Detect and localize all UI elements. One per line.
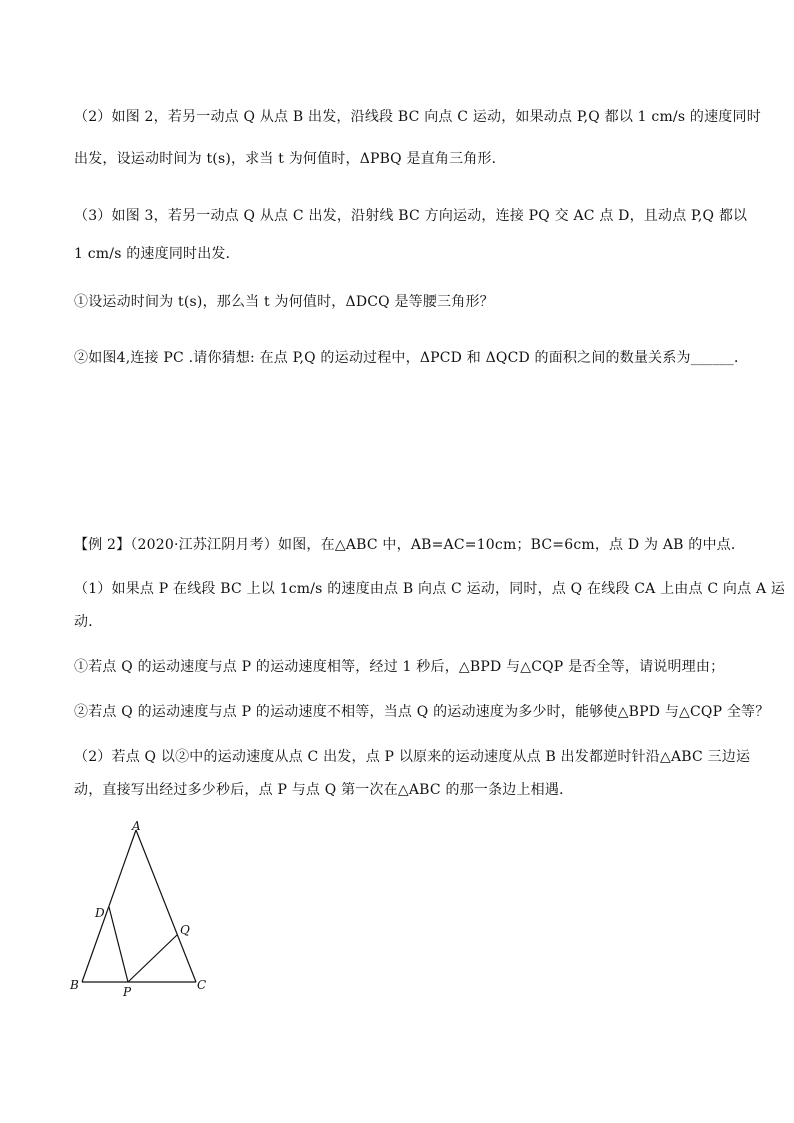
problem1-part3-line1: （3）如图 3，若另一动点 Q 从点 C 出发，沿射线 BC 方向运动，连接 PQ 交 AC 点 D，且动点 P,Q 都以 xyxy=(74,208,748,224)
label-A: A xyxy=(132,819,141,833)
example2-header: 【例 2】（2020·江苏江阴月考）如图，在△ABC 中，AB=AC=10cm；BC=6cm，点 D 为 AB 的中点． xyxy=(74,537,746,553)
problem1-subquestion-1: ①设运动时间为 t(s)，那么当 t 为何值时，ΔDCQ 是等腰三角形？ xyxy=(74,294,494,310)
problem1-subquestion-2: ②如图4,连接 PC .请你猜想: 在点 P,Q 的运动过程中，ΔPCD 和 ΔQCD 的面积之间的数量关系为______． xyxy=(74,350,749,366)
problem1-part2-line2: 出发，设运动时间为 t(s)，求当 t 为何值时，ΔPBQ 是直角三角形． xyxy=(74,151,506,167)
label-P: P xyxy=(123,985,132,999)
segment-AB xyxy=(82,830,136,982)
label-B: B xyxy=(70,978,79,992)
example2-part1-line1: （1）如果点 P 在线段 BC 上以 1cm/s 的速度由点 B 向点 C 运动，同时，点 Q 在线段 CA 上由点 C 向点 A 运 xyxy=(74,581,786,597)
label-C: C xyxy=(197,978,207,992)
segment-PQ xyxy=(128,935,177,982)
example2-subquestion-1: ①若点 Q 的运动速度与点 P 的运动速度相等，经过 1 秒后，△BPD 与△CQP 是否全等，请说明理由； xyxy=(74,659,725,675)
label-D: D xyxy=(95,906,105,920)
example2-part2-line2: 动，直接写出经过多少秒后，点 P 与点 Q 第一次在△ABC 的那一条边上相遇． xyxy=(74,782,574,798)
example2-part2-line1: （2）若点 Q 以②中的运动速度从点 C 出发，点 P 以原来的运动速度从点 B 出发都逆时针沿△ABC 三边运 xyxy=(74,749,751,765)
segment-DP xyxy=(109,907,128,982)
triangle-figure xyxy=(66,818,226,1003)
label-Q: Q xyxy=(180,923,190,937)
problem1-part2-line1: （2）如图 2，若另一动点 Q 从点 B 出发，沿线段 BC 向点 C 运动，如果动点 P,Q 都以 1 cm/s 的速度同时 xyxy=(74,109,761,125)
example2-subquestion-2: ②若点 Q 的运动速度与点 P 的运动速度不相等，当点 Q 的运动速度为多少时，能够使△BPD 与△CQP 全等？ xyxy=(74,704,770,720)
problem1-part3-line2: 1 cm/s 的速度同时出发． xyxy=(74,246,240,262)
example2-part1-line2: 动． xyxy=(74,614,103,630)
segment-AC xyxy=(136,830,196,982)
